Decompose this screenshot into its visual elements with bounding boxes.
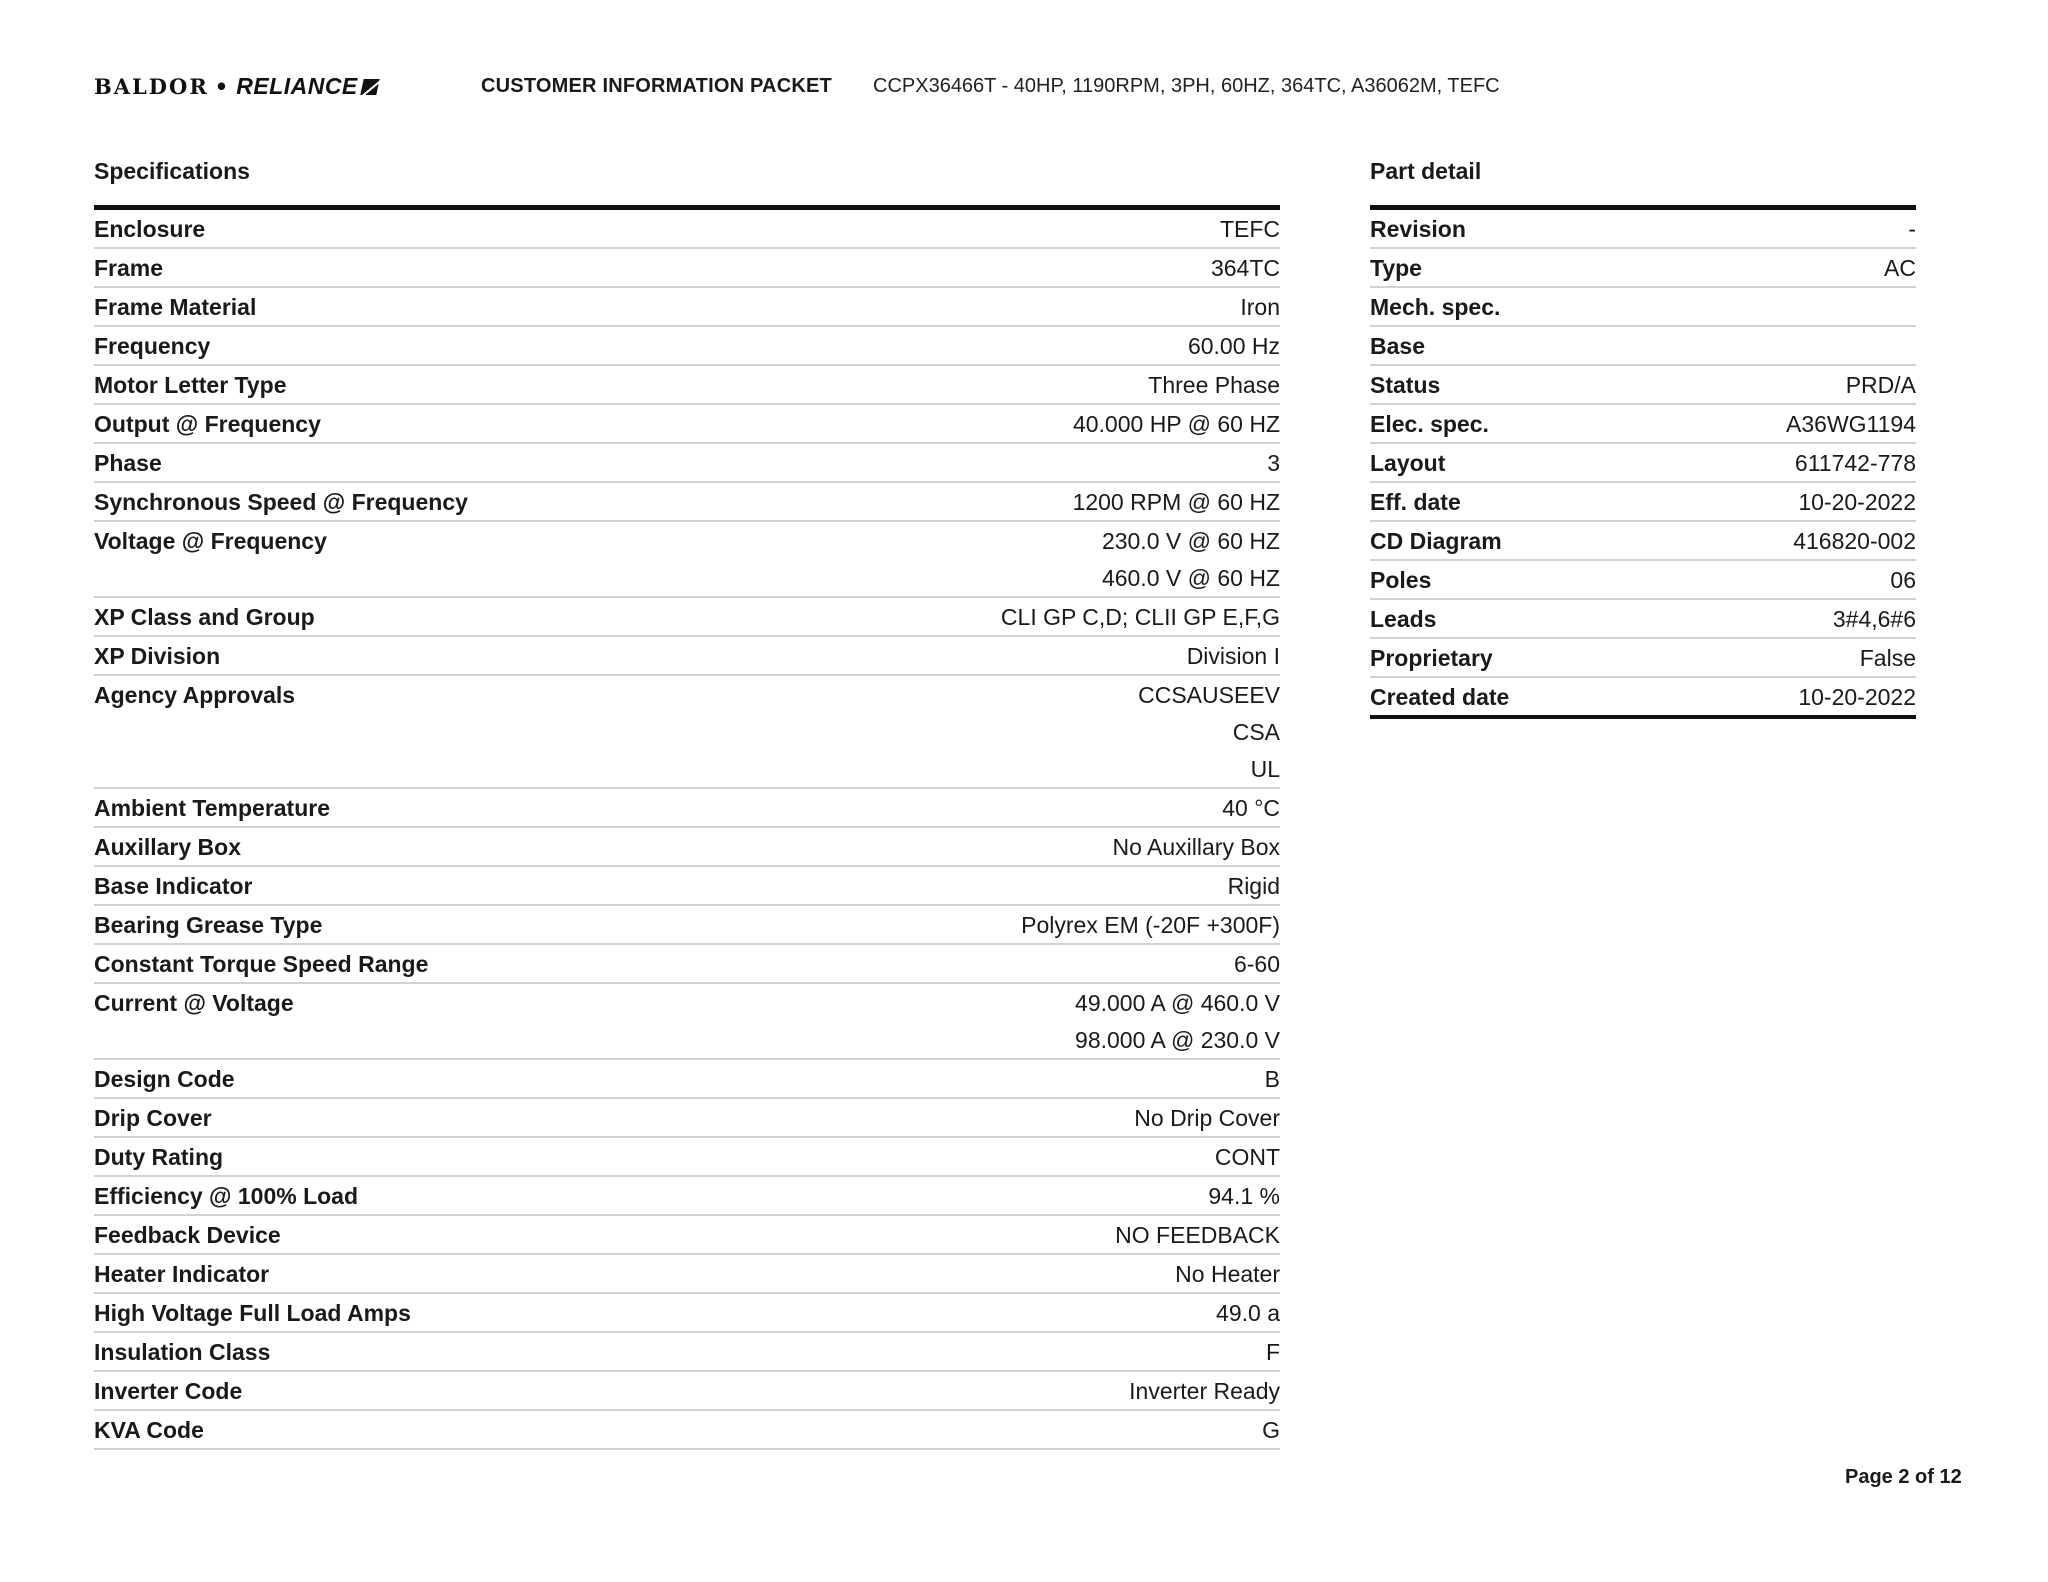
logo-reliance: RELIANCE <box>236 73 358 99</box>
table-row <box>94 405 1280 444</box>
table-row <box>1370 483 1916 522</box>
row-value: F <box>1265 1339 1280 1365</box>
row-value: 60.00 Hz <box>1187 333 1280 359</box>
row-label: Created date <box>1370 684 1510 710</box>
row-value: CLI GP C,D; CLII GP E,F,G <box>1000 604 1280 630</box>
logo-dot: • <box>214 74 231 99</box>
row-values <box>1115 1221 1280 1249</box>
table-row <box>94 1177 1280 1216</box>
row-values <box>1222 794 1280 822</box>
table-row <box>1370 639 1916 678</box>
product-description: CCPX36466T - 40HP, 1190RPM, 3PH, 60HZ, 364TC, A36062M, TEFC <box>873 75 1500 97</box>
row-values <box>1262 1416 1280 1444</box>
row-values <box>1265 1065 1280 1093</box>
row-values <box>1113 833 1280 861</box>
row-values <box>1216 1299 1280 1327</box>
row-values <box>1138 681 1280 783</box>
row-values <box>1021 911 1280 939</box>
table-row <box>1370 366 1916 405</box>
row-values <box>1215 1143 1280 1171</box>
table-row <box>94 984 1280 1060</box>
row-label: Frame <box>94 255 164 281</box>
row-value: Division I <box>1186 643 1280 669</box>
table-row <box>94 1099 1280 1138</box>
table-row <box>1370 210 1916 249</box>
row-label: Layout <box>1370 450 1446 476</box>
row-label: Revision <box>1370 216 1466 242</box>
row-label: Voltage @ Frequency <box>94 528 327 554</box>
row-value: 40 °C <box>1222 795 1280 821</box>
row-value: False <box>1859 645 1916 671</box>
table-row <box>94 366 1280 405</box>
row-label: Motor Letter Type <box>94 372 287 398</box>
row-label: Efficiency @ 100% Load <box>94 1183 359 1209</box>
row-value: A36WG1194 <box>1786 411 1916 437</box>
row-label: Phase <box>94 450 162 476</box>
row-value: TEFC <box>1219 216 1280 242</box>
row-label: Eff. date <box>1370 489 1461 515</box>
table-row <box>94 676 1280 789</box>
table-row <box>94 1411 1280 1450</box>
row-value: CSA <box>1232 719 1280 745</box>
specifications-title: Specifications <box>94 158 250 184</box>
page-number: Page 2 of 12 <box>1845 1466 1962 1488</box>
row-value: 49.0 a <box>1216 1300 1280 1326</box>
row-values <box>1175 1260 1280 1288</box>
table-row <box>94 483 1280 522</box>
row-label: Heater Indicator <box>94 1261 270 1287</box>
row-label: Poles <box>1370 567 1432 593</box>
row-values <box>1134 1104 1280 1132</box>
table-row <box>94 1138 1280 1177</box>
row-values <box>1188 332 1280 360</box>
row-values <box>1786 410 1916 438</box>
page-header <box>94 70 1994 106</box>
row-label: Feedback Device <box>94 1222 281 1248</box>
row-label: Base Indicator <box>94 873 253 899</box>
table-row <box>94 789 1280 828</box>
part-detail-title: Part detail <box>1370 158 1482 184</box>
row-label: XP Class and Group <box>94 604 315 630</box>
row-label: Agency Approvals <box>94 682 296 708</box>
table-row <box>94 210 1280 249</box>
row-value: No Drip Cover <box>1134 1105 1280 1131</box>
row-value: 94.1 % <box>1208 1183 1280 1209</box>
table-row <box>1370 288 1916 327</box>
row-values <box>1211 254 1280 282</box>
row-value: 460.0 V @ 60 HZ <box>1101 565 1280 591</box>
row-label: Frame Material <box>94 294 257 320</box>
part-detail-table <box>1370 205 1916 719</box>
row-label: XP Division <box>94 643 221 669</box>
reliance-mark-icon <box>360 79 379 95</box>
row-value: 611742-778 <box>1794 450 1916 476</box>
row-values <box>1833 605 1916 633</box>
row-values <box>1073 410 1280 438</box>
row-value: 416820-002 <box>1793 528 1916 554</box>
row-value: Inverter Ready <box>1129 1378 1280 1404</box>
row-label: Proprietary <box>1370 645 1493 671</box>
row-label: CD Diagram <box>1370 528 1502 554</box>
row-values <box>1129 1377 1280 1405</box>
row-value: AC <box>1884 255 1916 281</box>
row-label: KVA Code <box>94 1417 204 1443</box>
table-row <box>94 906 1280 945</box>
row-value: 40.000 HP @ 60 HZ <box>1072 411 1280 437</box>
row-label: Elec. spec. <box>1370 411 1489 437</box>
row-values <box>1220 215 1280 243</box>
row-label: Leads <box>1370 606 1437 632</box>
table-row <box>94 828 1280 867</box>
row-values <box>1148 371 1280 399</box>
row-value: 3#4,6#6 <box>1832 606 1916 632</box>
row-value: Rigid <box>1227 873 1280 899</box>
row-label: Duty Rating <box>94 1144 224 1170</box>
table-row <box>94 1372 1280 1411</box>
row-value: 10-20-2022 <box>1798 489 1916 515</box>
row-values <box>1908 215 1916 243</box>
row-values <box>1102 527 1280 592</box>
table-row <box>94 637 1280 676</box>
row-label: Inverter Code <box>94 1378 243 1404</box>
row-value: Polyrex EM (-20F +300F) <box>1021 912 1280 938</box>
table-row <box>94 1255 1280 1294</box>
row-values <box>1001 603 1280 631</box>
row-value: No Auxillary Box <box>1112 834 1280 860</box>
row-value: CONT <box>1214 1144 1280 1170</box>
table-row <box>94 522 1280 598</box>
table-row <box>1370 405 1916 444</box>
row-values <box>1228 872 1280 900</box>
row-values <box>1187 642 1280 670</box>
table-row <box>94 327 1280 366</box>
table-row <box>1370 600 1916 639</box>
table-row <box>1370 327 1916 366</box>
row-value: 10-20-2022 <box>1798 684 1916 710</box>
row-values <box>1075 989 1280 1054</box>
table-row <box>94 867 1280 906</box>
row-label: Enclosure <box>94 216 206 242</box>
row-label: Design Code <box>94 1066 235 1092</box>
row-value: 364TC <box>1210 255 1280 281</box>
logo-baldor: BALDOR <box>94 74 209 99</box>
row-value: No Heater <box>1175 1261 1280 1287</box>
row-value: B <box>1264 1066 1280 1092</box>
row-values <box>1798 683 1916 711</box>
row-label: High Voltage Full Load Amps <box>94 1300 411 1326</box>
row-value: 06 <box>1890 567 1916 593</box>
row-label: Base <box>1370 333 1425 359</box>
row-label: Output @ Frequency <box>94 411 321 437</box>
row-values <box>1795 449 1916 477</box>
row-label: Synchronous Speed @ Frequency <box>94 489 468 515</box>
row-value: 98.000 A @ 230.0 V <box>1075 1027 1280 1053</box>
row-value: NO FEEDBACK <box>1115 1222 1280 1248</box>
row-value: 49.000 A @ 460.0 V <box>1075 990 1280 1016</box>
row-value: Three Phase <box>1148 372 1280 398</box>
table-row <box>94 1294 1280 1333</box>
row-values <box>1890 566 1916 594</box>
table-row <box>94 1216 1280 1255</box>
row-values <box>1266 1338 1280 1366</box>
row-label: Frequency <box>94 333 211 359</box>
row-values <box>1846 371 1916 399</box>
row-label: Insulation Class <box>94 1339 271 1365</box>
row-value: 1200 RPM @ 60 HZ <box>1072 489 1280 515</box>
row-values <box>1267 449 1280 477</box>
row-values <box>1240 293 1280 321</box>
table-row <box>94 444 1280 483</box>
row-values <box>1798 488 1916 516</box>
row-value: Iron <box>1240 294 1280 320</box>
table-row <box>1370 444 1916 483</box>
row-values <box>1208 1182 1280 1210</box>
row-label: Status <box>1370 372 1441 398</box>
row-values <box>1860 644 1916 672</box>
table-row <box>94 945 1280 984</box>
table-row <box>94 249 1280 288</box>
row-label: Ambient Temperature <box>94 795 331 821</box>
baldor-reliance-logo <box>94 73 378 100</box>
row-value: G <box>1262 1417 1280 1443</box>
row-values <box>1234 950 1280 978</box>
row-label: Constant Torque Speed Range <box>94 951 429 977</box>
row-value: 3 <box>1267 450 1280 476</box>
row-values <box>1793 527 1916 555</box>
row-values <box>1073 488 1280 516</box>
table-row <box>94 1333 1280 1372</box>
row-value: 6-60 <box>1233 951 1280 977</box>
row-value: UL <box>1250 756 1280 782</box>
row-label: Drip Cover <box>94 1105 212 1131</box>
table-row <box>94 1060 1280 1099</box>
table-row <box>94 598 1280 637</box>
row-value: PRD/A <box>1845 372 1916 398</box>
row-value: CCSAUSEEV <box>1138 682 1280 708</box>
row-label: Mech. spec. <box>1370 294 1501 320</box>
row-label: Type <box>1370 255 1422 281</box>
table-row <box>94 288 1280 327</box>
row-label: Bearing Grease Type <box>94 912 323 938</box>
table-row <box>1370 561 1916 600</box>
table-row <box>1370 522 1916 561</box>
row-label: Current @ Voltage <box>94 990 294 1016</box>
row-values <box>1884 254 1916 282</box>
packet-title: CUSTOMER INFORMATION PACKET <box>481 75 832 97</box>
row-label: Auxillary Box <box>94 834 241 860</box>
row-value: - <box>1908 216 1916 242</box>
row-value: 230.0 V @ 60 HZ <box>1101 528 1280 554</box>
table-row <box>1370 249 1916 288</box>
table-row <box>1370 678 1916 715</box>
specifications-table <box>94 205 1280 1450</box>
